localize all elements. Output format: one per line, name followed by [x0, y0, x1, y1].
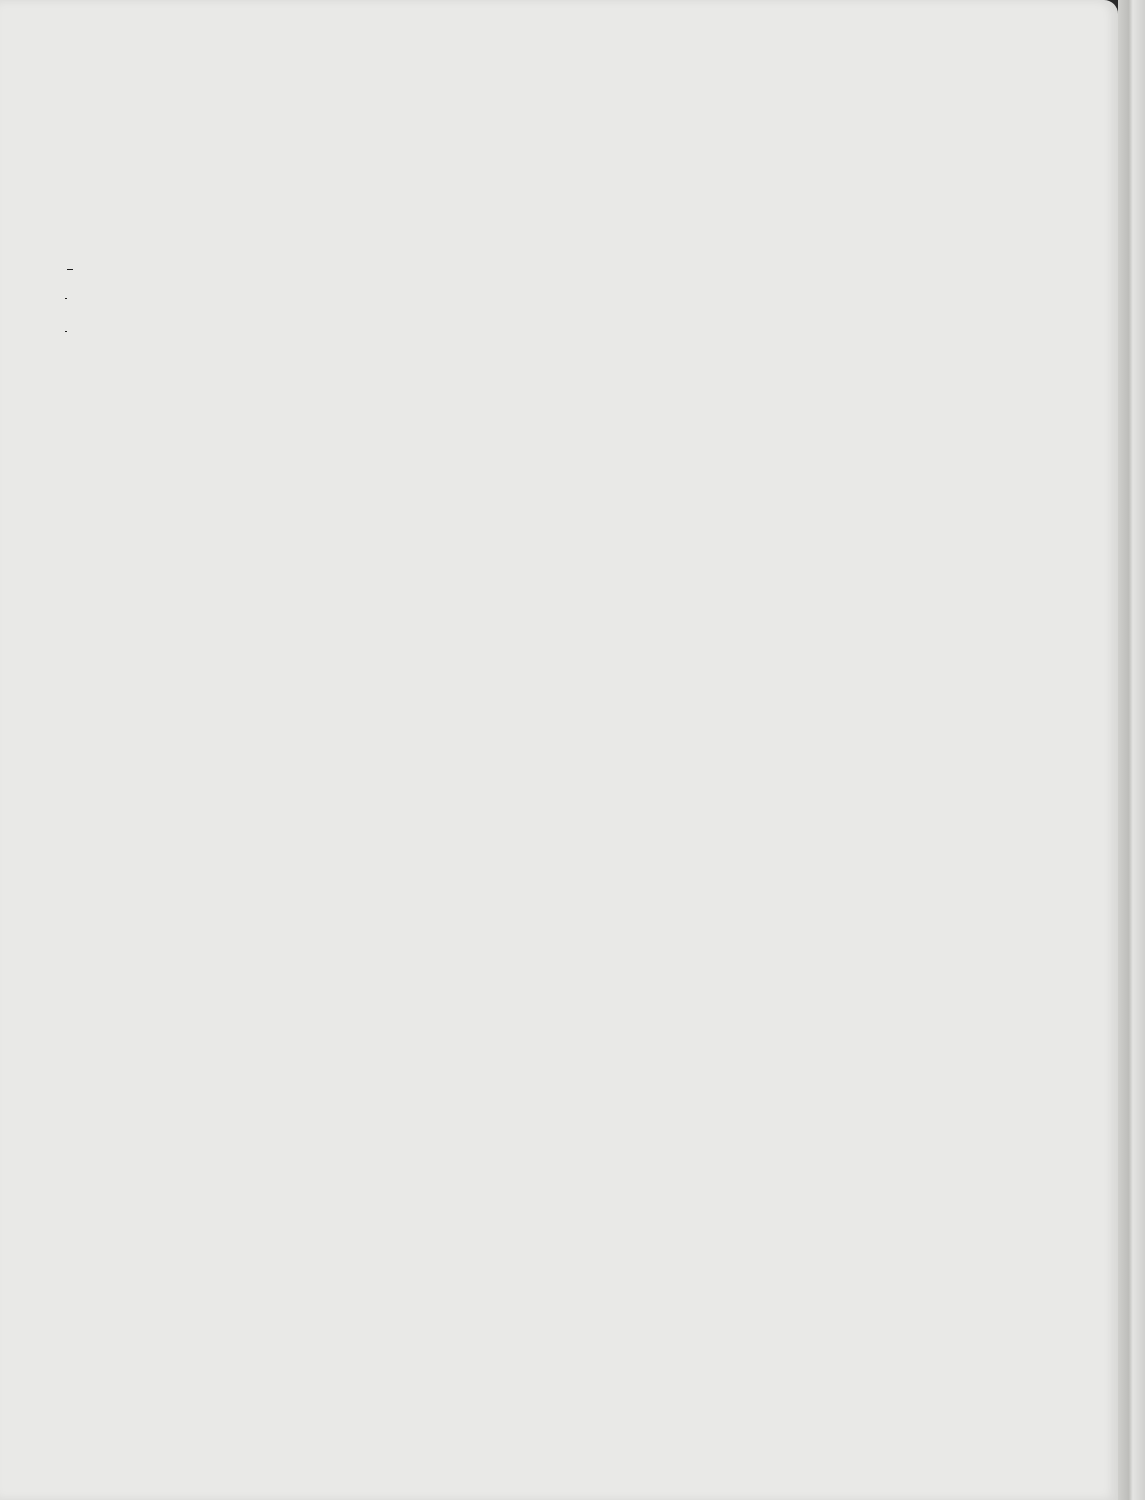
sqrt-expression-2 — [65, 331, 67, 357]
definition-line-2 — [65, 508, 958, 542]
fraction-one-half — [67, 269, 73, 270]
sqrt-expression — [65, 298, 67, 324]
exercises-heading — [65, 362, 958, 462]
section-heading-line — [65, 474, 958, 508]
note-line-4 — [65, 295, 958, 329]
note-line-2 — [65, 211, 958, 245]
book-edge — [1118, 0, 1145, 1500]
theorem-intro — [65, 144, 958, 178]
page-text — [65, 144, 958, 541]
note-line-3 — [65, 245, 958, 295]
note-line-5 — [65, 328, 958, 362]
note-line-1 — [65, 178, 958, 212]
fraction-numerator — [67, 269, 73, 270]
